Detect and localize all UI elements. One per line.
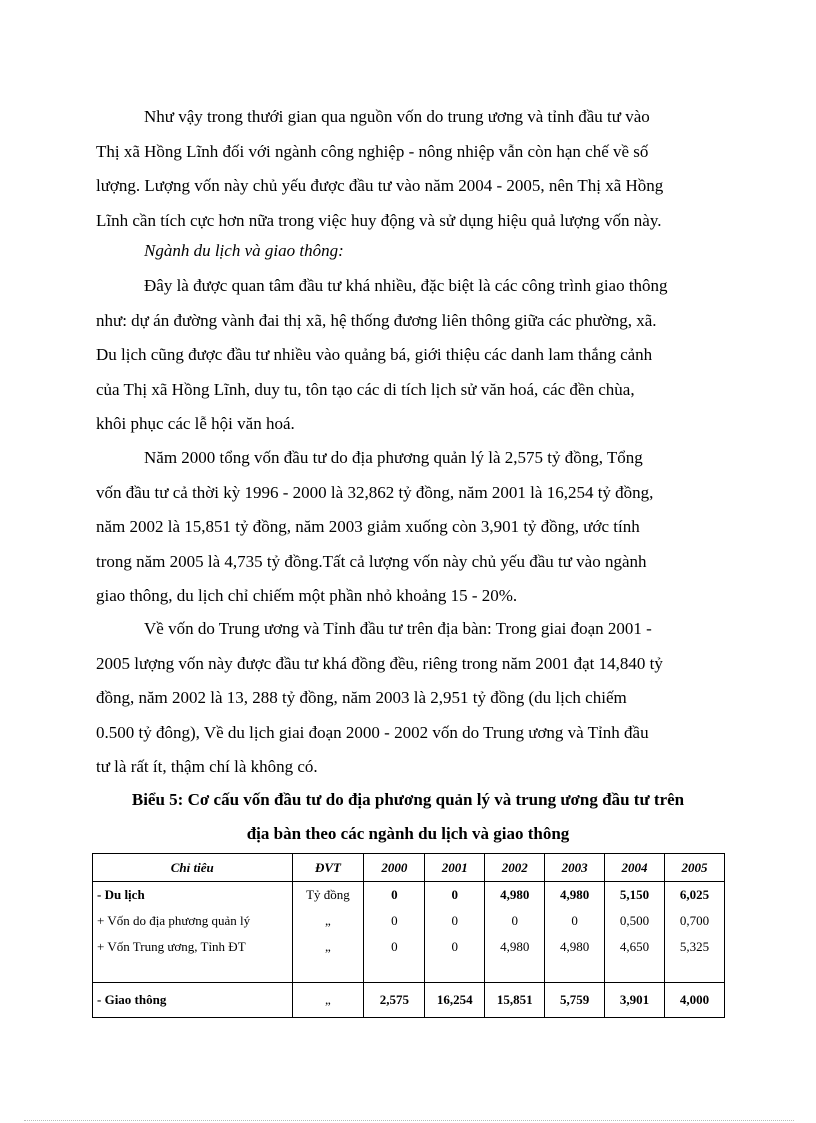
text-line: năm 2002 là 15,851 tỷ đồng, năm 2003 giảm xuống còn 3,901 tỷ đồng, ước tính xyxy=(96,517,640,536)
table-cell: 0 xyxy=(425,908,485,934)
table-cell: 0,700 xyxy=(665,908,725,934)
empty-cell xyxy=(545,960,605,983)
row-unit: Tỷ đồng xyxy=(292,882,364,909)
text-line: tư là rất ít, thậm chí là không có. xyxy=(96,757,318,776)
table-spacer-row xyxy=(93,960,725,983)
investment-table xyxy=(92,853,725,1018)
page-bottom-divider xyxy=(24,1120,794,1121)
header-cell: 2002 xyxy=(485,854,545,882)
empty-cell xyxy=(292,960,364,983)
text-line: Thị xã Hồng Lĩnh đối với ngành công nghiệp - nông nhiệp vẫn còn hạn chế về số xyxy=(96,141,649,161)
row-label: + Vốn do địa phương quản lý xyxy=(93,908,293,934)
table-row xyxy=(93,983,725,1018)
table-cell: 0 xyxy=(545,908,605,934)
text-line: của Thị xã Hồng Lĩnh, duy tu, tôn tạo các di tích lịch sử văn hoá, các đền chùa, xyxy=(96,379,635,399)
header-cell: 2000 xyxy=(364,854,425,882)
caption-line-2: địa bàn theo các ngành du lịch và giao thông xyxy=(246,824,570,843)
table-row xyxy=(93,934,725,960)
empty-cell xyxy=(364,960,425,983)
text-line: Như vậy trong thưới gian qua nguồn vốn do trung ương và tỉnh đầu tư vào xyxy=(144,107,650,126)
table-cell: 4,000 xyxy=(665,983,725,1018)
table-cell: 0 xyxy=(364,882,425,909)
table-cell: 6,025 xyxy=(665,882,725,909)
section-heading xyxy=(96,234,720,269)
paragraph-2 xyxy=(96,269,720,442)
text-line: lượng. Lượng vốn này chủ yếu được đầu tư vào năm 2004 - 2005, nên Thị xã Hồng xyxy=(96,176,664,195)
header-cell: 2001 xyxy=(425,854,485,882)
empty-cell xyxy=(605,960,665,983)
empty-cell xyxy=(665,960,725,983)
table-row xyxy=(93,882,725,909)
text-line: 2005 lượng vốn này được đầu tư khá đồng đều, riêng trong năm 2001 đạt 14,840 tỷ xyxy=(96,653,663,673)
table-cell: 0 xyxy=(425,934,485,960)
empty-cell xyxy=(93,960,293,983)
text-line: Đây là được quan tâm đầu tư khá nhiều, đặc biệt là các công trình giao thông xyxy=(144,276,668,295)
text-line: Năm 2000 tổng vốn đầu tư do địa phương quản lý là 2,575 tỷ đồng, Tổng xyxy=(144,448,643,467)
table-cell: 4,980 xyxy=(545,934,605,960)
row-label: + Vốn Trung ương, Tỉnh ĐT xyxy=(93,934,293,960)
text-line: Về vốn do Trung ương và Tỉnh đầu tư trên địa bàn: Trong giai đoạn 2001 - xyxy=(144,619,652,638)
table-header-row xyxy=(93,854,725,882)
header-cell: 2003 xyxy=(545,854,605,882)
header-cell: 2005 xyxy=(665,854,725,882)
table-cell: 0 xyxy=(485,908,545,934)
table-cell: 5,759 xyxy=(545,983,605,1018)
table-cell: 5,325 xyxy=(665,934,725,960)
text-line: đồng, năm 2002 là 13, 288 tỷ đồng, năm 2003 là 2,951 tỷ đồng (du lịch chiếm xyxy=(96,688,627,707)
table-cell: 4,980 xyxy=(485,882,545,909)
table-cell: 3,901 xyxy=(605,983,665,1018)
table-row xyxy=(93,908,725,934)
table-cell: 0,500 xyxy=(605,908,665,934)
row-label: - Du lịch xyxy=(93,882,293,909)
text-line: như: dự án đường vành đai thị xã, hệ thống đương liên thông giữa các phường, xã. xyxy=(96,310,657,330)
table-cell: 15,851 xyxy=(485,983,545,1018)
text-line: Lĩnh cần tích cực hơn nữa trong việc huy động và sử dụng hiệu quả lượng vốn này. xyxy=(96,210,662,230)
text-line: giao thông, du lịch chỉ chiếm một phần nhỏ khoảng 15 - 20%. xyxy=(96,586,518,605)
row-unit: „ xyxy=(292,908,364,934)
paragraph-4 xyxy=(96,612,720,785)
table-cell: 16,254 xyxy=(425,983,485,1018)
text-line: vốn đầu tư cả thời kỳ 1996 - 2000 là 32,862 tỷ đồng, năm 2001 là 16,254 tỷ đồng, xyxy=(96,482,654,502)
table-cell: 4,650 xyxy=(605,934,665,960)
empty-cell xyxy=(485,960,545,983)
table-cell: 5,150 xyxy=(605,882,665,909)
header-cell: ĐVT xyxy=(292,854,364,882)
header-cell: Chỉ tiêu xyxy=(93,854,293,882)
table-cell: 4,980 xyxy=(485,934,545,960)
table-cell: 0 xyxy=(425,882,485,909)
row-unit: „ xyxy=(292,983,364,1018)
text-line: 0.500 tỷ đông), Về du lịch giai đoạn 2000 - 2002 vốn do Trung ương và Tỉnh đầu xyxy=(96,722,649,742)
text-line: khôi phục các lễ hội văn hoá. xyxy=(96,414,295,433)
text-line: Ngành du lịch và giao thông: xyxy=(144,241,344,260)
table-cell: 0 xyxy=(364,908,425,934)
header-cell: 2004 xyxy=(605,854,665,882)
text-line: Du lịch cũng được đầu tư nhiều vào quảng bá, giới thiệu các danh lam thắng cảnh xyxy=(96,345,653,364)
empty-cell xyxy=(425,960,485,983)
table-caption xyxy=(96,783,720,851)
paragraph-1 xyxy=(96,100,720,238)
table-cell: 0 xyxy=(364,934,425,960)
paragraph-3 xyxy=(96,441,720,614)
table-cell: 4,980 xyxy=(545,882,605,909)
table-cell: 2,575 xyxy=(364,983,425,1018)
caption-line-1: Biểu 5: Cơ cấu vốn đầu tư do địa phương quản lý và trung ương đầu tư trên xyxy=(131,790,685,809)
text-line: trong năm 2005 là 4,735 tỷ đồng.Tất cả lượng vốn này chủ yếu đầu tư vào ngành xyxy=(96,551,647,571)
row-label: - Giao thông xyxy=(93,983,293,1018)
row-unit: „ xyxy=(292,934,364,960)
